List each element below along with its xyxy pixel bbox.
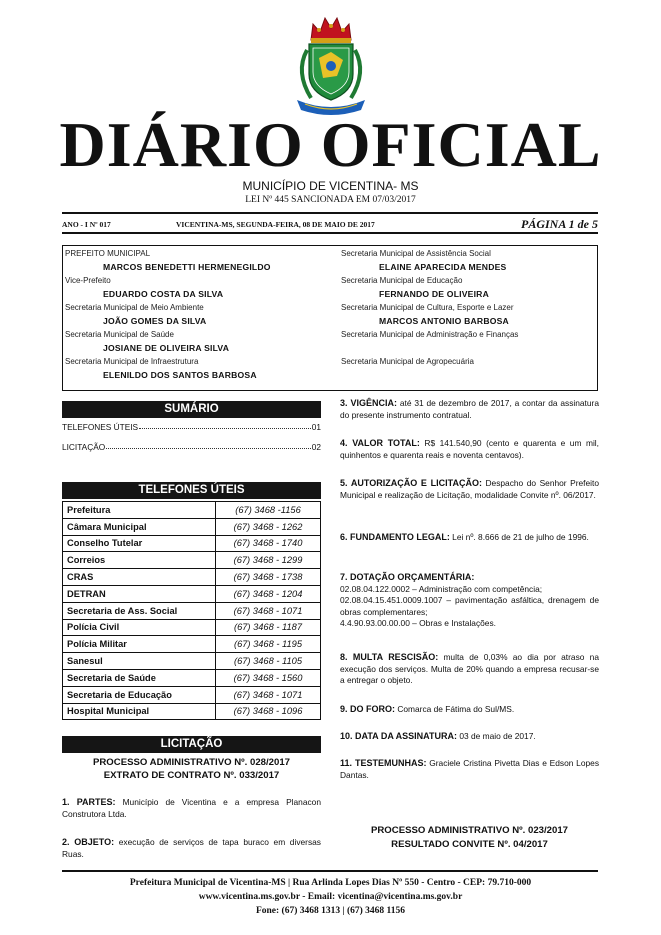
leader-dots xyxy=(139,422,311,429)
clause-text: Despacho do Senhor Prefeito Municipal e realização de Licitação, modalidade Convite nº. 06/2017. xyxy=(340,478,599,500)
phone-name: Polícia Civil xyxy=(63,619,216,636)
phone-number: (67) 3468 - 1204 xyxy=(216,585,321,602)
sumario-item-page: 01 xyxy=(311,422,321,432)
sumario-heading: SUMÁRIO xyxy=(62,401,321,418)
official-role: Secretaria Municipal de Agropecuária xyxy=(341,357,474,366)
table-row xyxy=(63,585,321,602)
municipality-name: MUNICÍPIO DE VICENTINA- MS xyxy=(242,179,419,193)
dateline xyxy=(62,217,598,231)
phone-name: Prefeitura xyxy=(63,502,216,519)
official-name: ELENILDO DOS SANTOS BARBOSA xyxy=(103,370,257,380)
processo-heading: PROCESSO ADMINISTRATIVO Nº. 028/2017 xyxy=(92,757,291,768)
official-role: Secretaria Municipal de Assistência Social xyxy=(341,249,491,258)
phone-number: (67) 3468 - 1195 xyxy=(216,636,321,653)
clause-label: 4. VALOR TOTAL: xyxy=(340,438,420,448)
phone-number: (67) 3468 - 1105 xyxy=(216,653,321,670)
clause-label: 7. DOTAÇÃO ORÇAMENTÁRIA: xyxy=(340,572,475,582)
clause-label: 11. TESTEMUNHAS: xyxy=(340,758,427,768)
official-role: Secretaria Municipal de Educação xyxy=(341,276,463,285)
phone-number: (67) 3468 - 1071 xyxy=(216,686,321,703)
phone-name: Sanesul xyxy=(63,653,216,670)
masthead-title: DIÁRIO OFICIAL xyxy=(59,109,602,180)
table-row xyxy=(63,653,321,670)
clause-label: 5. AUTORIZAÇÃO E LICITAÇÃO: xyxy=(340,478,482,488)
official-name: MARCOS ANTONIO BARBOSA xyxy=(379,316,509,326)
clause-objeto xyxy=(62,837,321,860)
footer-rule xyxy=(62,870,598,872)
clause-label: 3. VIGÊNCIA: xyxy=(340,398,398,408)
phone-name: DETRAN xyxy=(63,585,216,602)
leader-dots xyxy=(106,442,311,449)
phone-number: (67) 3468 - 1096 xyxy=(216,703,321,720)
bottom-rule xyxy=(62,232,598,234)
phone-name: CRAS xyxy=(63,569,216,586)
clause-text: 03 de maio de 2017. xyxy=(457,731,536,741)
phone-number: (67) 3468 -1156 xyxy=(216,502,321,519)
clause-foro xyxy=(340,704,599,716)
clause-testemunhas xyxy=(340,758,599,781)
table-row xyxy=(63,703,321,720)
table-row xyxy=(63,636,321,653)
table-row xyxy=(63,502,321,519)
clause-autorizacao xyxy=(340,478,599,501)
clause-label: 1. PARTES: xyxy=(62,797,116,807)
phone-number: (67) 3468 - 1187 xyxy=(216,619,321,636)
sumario-item-label: TELEFONES ÚTEIS xyxy=(62,422,139,432)
phone-name: Câmara Municipal xyxy=(63,518,216,535)
clause-text: Lei nº. 8.666 de 21 de julho de 1996. xyxy=(449,532,589,542)
official-role: Secretaria Municipal de Meio Ambiente xyxy=(65,303,204,312)
table-row xyxy=(63,569,321,586)
table-row xyxy=(63,518,321,535)
footer-web[interactable]: www.vicentina.ms.gov.br - Email: vicentina@vicentina.ms.gov.br xyxy=(198,892,463,902)
phone-number: (67) 3468 - 1071 xyxy=(216,602,321,619)
footer-address: Prefeitura Municipal de Vicentina-MS | Rua Arlinda Lopes Dias Nº 550 - Centro - CEP: 79.710-000 xyxy=(129,878,532,888)
dotacao-line: 02.08.04.15.451.0009.1007 – pavimentação asfáltica, drenagem de obras complementares; xyxy=(340,595,599,617)
sumario-item[interactable] xyxy=(62,442,321,452)
official-name: EDUARDO COSTA DA SILVA xyxy=(103,289,224,299)
phone-name: Polícia Militar xyxy=(63,636,216,653)
phone-number: (67) 3468 - 1299 xyxy=(216,552,321,569)
clause-valor xyxy=(340,438,599,461)
official-name: JOÃO GOMES DA SILVA xyxy=(103,316,207,326)
phone-name: Hospital Municipal xyxy=(63,703,216,720)
phone-name: Secretaria de Educação xyxy=(63,686,216,703)
table-row xyxy=(63,602,321,619)
official-role: Secretaria Municipal de Infraestrutura xyxy=(65,357,199,366)
phone-name: Secretaria de Saúde xyxy=(63,669,216,686)
official-role: Vice-Prefeito xyxy=(65,276,111,285)
top-rule xyxy=(62,212,598,214)
clause-label: 10. DATA DA ASSINATURA: xyxy=(340,731,457,741)
clause-dotacao xyxy=(340,572,599,630)
page-number: PÁGINA 1 de 5 xyxy=(520,217,598,231)
clause-partes xyxy=(62,797,321,820)
telefones-heading: TELEFONES ÚTEIS xyxy=(62,482,321,499)
official-name: FERNANDO DE OLIVEIRA xyxy=(379,289,489,299)
licitacao-heading: LICITAÇÃO xyxy=(62,736,321,753)
phone-name: Correios xyxy=(63,552,216,569)
clause-vigencia xyxy=(340,398,599,421)
clause-label: 2. OBJETO: xyxy=(62,837,115,847)
clause-fundamento xyxy=(340,532,599,544)
table-row xyxy=(63,552,321,569)
clause-text: Graciele Cristina Pivetta Dias e Edson Lopes Dantas. xyxy=(340,758,600,780)
table-row xyxy=(63,619,321,636)
resultado-heading: RESULTADO CONVITE Nº. 04/2017 xyxy=(391,839,548,850)
clause-text: Município de Vicentina e a empresa Planacon Construtora Ltda. xyxy=(62,797,321,819)
official-name: JOSIANE DE OLIVEIRA SILVA xyxy=(103,343,230,353)
issue-date: VICENTINA-MS, SEGUNDA-FEIRA, 08 DE MAIO DE 2017 xyxy=(176,220,375,229)
phone-number: (67) 3468 - 1740 xyxy=(216,535,321,552)
clause-label: 9. DO FORO: xyxy=(340,704,396,714)
official-name: ELAINE APARECIDA MENDES xyxy=(379,262,507,272)
footer-phone: Fone: (67) 3468 1313 | (67) 3468 1156 xyxy=(255,906,406,916)
clause-assinatura xyxy=(340,731,599,743)
clause-label: 6. FUNDAMENTO LEGAL: xyxy=(340,532,450,542)
phone-number: (67) 3468 - 1262 xyxy=(216,518,321,535)
official-role: Secretaria Municipal de Saúde xyxy=(65,330,174,339)
phone-table xyxy=(62,501,321,720)
clause-text: multa de 0,03% ao dia por atraso na execução dos serviços. Multa de 20% quando a empresa recusar-se a entregar o objeto. xyxy=(340,652,599,686)
clause-text: Comarca de Fátima do Sul/MS. xyxy=(395,704,515,714)
clause-text: execução de serviços de tapa buraco em diversas Ruas. xyxy=(62,837,321,859)
phone-number: (67) 3468 - 1560 xyxy=(216,669,321,686)
municipal-coat-of-arms-icon xyxy=(289,14,373,120)
phone-name: Conselho Tutelar xyxy=(63,535,216,552)
phone-number: (67) 3468 - 1738 xyxy=(216,569,321,586)
table-row xyxy=(63,535,321,552)
official-role: Secretaria Municipal de Cultura, Esporte e Lazer xyxy=(341,303,514,312)
clause-text: R$ 141.540,90 (cento e quarenta e um mil, quinhentos e quarenta reais e noventa centavos). xyxy=(340,438,599,460)
issue-number: ANO - I Nº 017 xyxy=(62,220,111,229)
extrato-heading: EXTRATO DE CONTRATO Nº. 033/2017 xyxy=(103,770,280,781)
sumario-item-page: 02 xyxy=(311,442,321,452)
table-row xyxy=(63,669,321,686)
clause-text: até 31 de dezembro de 2017, a contar da assinatura do presente instrumento contratual. xyxy=(340,398,599,420)
sumario-item-label: LICITAÇÃO xyxy=(62,442,106,452)
dotacao-line: 02.08.04.122.0002 – Administração com competência; xyxy=(340,583,543,594)
official-role: PREFEITO MUNICIPAL xyxy=(65,249,151,258)
phone-name: Secretaria de Ass. Social xyxy=(63,602,216,619)
dotacao-line: 4.4.90.93.00.00.00 – Obras e Instalações. xyxy=(340,618,496,629)
processo-heading-2: PROCESSO ADMINISTRATIVO Nº. 023/2017 xyxy=(370,825,569,836)
official-name: MARCOS BENEDETTI HERMENEGILDO xyxy=(103,262,271,272)
clause-multa xyxy=(340,652,599,687)
clause-label: 8. MULTA RESCISÃO: xyxy=(340,652,439,662)
official-role: Secretaria Municipal de Administração e Finanças xyxy=(341,330,519,339)
officials-box xyxy=(62,245,598,391)
sumario-item[interactable] xyxy=(62,422,321,432)
law-reference: LEI Nº 445 SANCIONADA EM 07/03/2017 xyxy=(245,195,416,205)
table-row xyxy=(63,686,321,703)
